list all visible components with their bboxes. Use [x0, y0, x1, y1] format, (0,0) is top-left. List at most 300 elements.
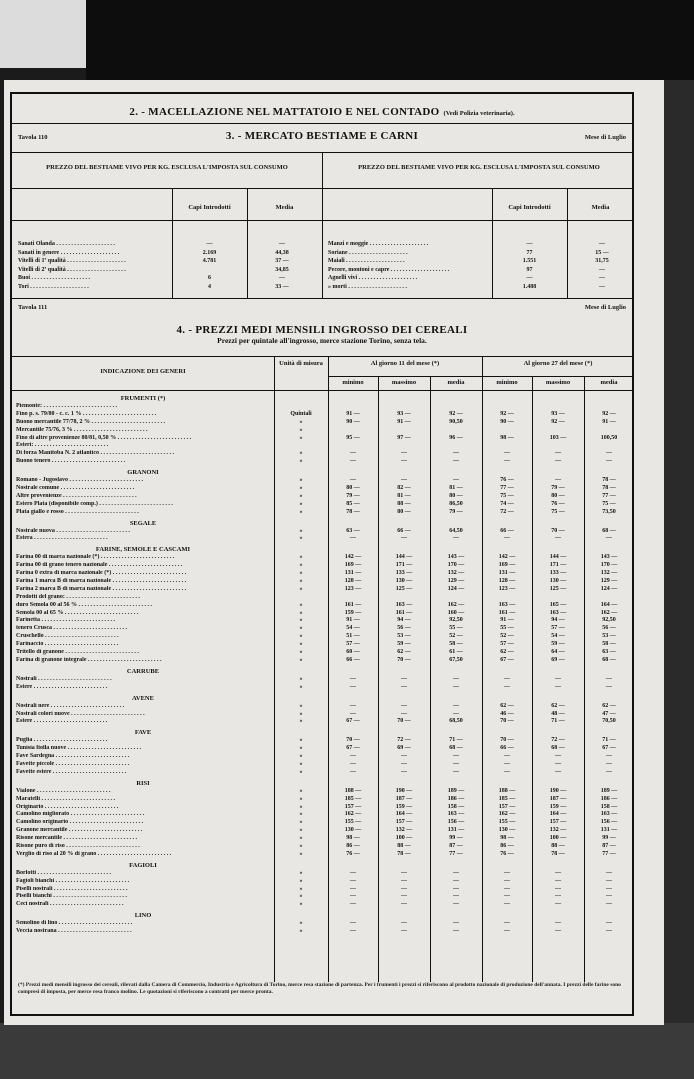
row-value: 68 —	[602, 527, 616, 534]
row-label: Fave Sardegna . . . . . . . . . . . . . . . . . . . . . . . . .	[16, 753, 130, 760]
row-value: —	[504, 753, 510, 760]
row-unit: »	[299, 485, 303, 492]
row-value: 54 —	[551, 633, 565, 640]
table-row	[12, 827, 632, 835]
table-row	[12, 509, 632, 517]
row-value: —	[350, 901, 356, 908]
row-unit: »	[299, 928, 303, 935]
row-value: —	[606, 683, 612, 690]
t110-row-capi: 4.781	[202, 258, 217, 265]
row-value: —	[606, 675, 612, 682]
row-unit: »	[299, 508, 303, 515]
row-value: —	[504, 458, 510, 465]
row-label: Farinaccio . . . . . . . . . . . . . . . . . . . . . . . . .	[16, 641, 119, 648]
row-value: —	[453, 535, 459, 542]
row-label: Camolino migliorato . . . . . . . . . . . . . . . . . . . . . . . . .	[16, 811, 145, 818]
row-unit: »	[299, 768, 303, 775]
row-label: Granone mercantile . . . . . . . . . . . . . . . . . . . . . . . . .	[16, 827, 143, 834]
col-minimo-1: minimo	[342, 379, 364, 386]
row-value: —	[350, 869, 356, 876]
row-value: 77 —	[602, 850, 616, 857]
row-value: 190 —	[549, 787, 567, 794]
row-value: 124 —	[600, 585, 618, 592]
row-value: —	[453, 877, 459, 884]
row-label: Originario . . . . . . . . . . . . . . . . . . . . . . . . .	[16, 803, 119, 810]
divider	[12, 298, 632, 299]
row-label: Plata giallo e rosso . . . . . . . . . . . . . . . . . . . . . . . . .	[16, 508, 139, 515]
row-value: 164 —	[549, 811, 567, 818]
row-value: 132 —	[549, 827, 567, 834]
t111-body	[12, 392, 632, 936]
row-value: 160 —	[447, 609, 465, 616]
row-unit: »	[299, 527, 303, 534]
row-value: 142 —	[344, 554, 362, 561]
row-value: —	[453, 885, 459, 892]
row-unit: »	[299, 617, 303, 624]
row-label: Mercantile 75/76, 3 % . . . . . . . . . . . . . . . . . . . . . . . . .	[16, 426, 148, 433]
row-value: 58 —	[449, 641, 463, 648]
row-value: 80 —	[551, 492, 565, 499]
row-value: 157 —	[344, 803, 362, 810]
row-value: —	[555, 760, 561, 767]
row-value: 171 —	[395, 562, 413, 569]
row-value: —	[401, 753, 407, 760]
row-value: 186 —	[447, 795, 465, 802]
row-value: 57 —	[500, 641, 514, 648]
footnote: (*) Prezzi medi mensili ingrosso dei cereali, rilevati dalla Camera di Commercio, Industria e Agricoltura di Torino, merce resa stazione di partenza. Per i frumenti i prezzi si riferiscono al prodotto nazionale di produzione dell'annata. I prezzi delle farine sono compresi di imposta, per merce resa franco molino. Le quotazioni si riferiscono a contratti per merce pronta.	[18, 982, 621, 995]
table-row	[12, 435, 632, 443]
row-value: 162 —	[498, 811, 516, 818]
row-value: —	[401, 702, 407, 709]
row-unit: »	[299, 835, 303, 842]
section4-subtitle: Prezzi per quintale all'ingrosso, merce stazione Torino, senza tela.	[217, 336, 427, 345]
row-value: 81 —	[449, 485, 463, 492]
col-unita: Unità di misura	[279, 360, 323, 367]
row-value: —	[350, 877, 356, 884]
table-row	[12, 804, 632, 812]
row-value: —	[555, 893, 561, 900]
scan-background-light	[0, 0, 86, 68]
row-value: 64 —	[551, 649, 565, 656]
table-row	[12, 843, 632, 851]
t110-row-capi: 97	[526, 266, 533, 273]
row-value: 130 —	[395, 578, 413, 585]
row-value: 61 —	[449, 649, 463, 656]
table-row	[12, 878, 632, 886]
section3-title: 3. - MERCATO BESTIAME E CARNI	[225, 130, 419, 142]
row-unit: »	[299, 500, 303, 507]
row-value: 77 —	[602, 492, 616, 499]
row-value: 57 —	[346, 641, 360, 648]
row-value: —	[504, 760, 510, 767]
table-row	[12, 684, 632, 692]
t110-left-title: PREZZO DEL BESTIAME VIVO PER KG. ESCLUSA L'IMPOSTA SUL CONSUMO	[46, 164, 288, 171]
t110-row-media: 34,85	[275, 266, 289, 273]
row-unit: »	[299, 737, 303, 744]
row-value: —	[453, 753, 459, 760]
row-value: —	[555, 535, 561, 542]
row-value: 161 —	[498, 609, 516, 616]
t110-row	[322, 240, 634, 249]
row-label: Tritello di granone . . . . . . . . . . . . . . . . . . . . . . . . .	[16, 649, 139, 656]
row-value: 67,50	[449, 656, 463, 663]
table-row	[12, 633, 632, 641]
row-value: —	[350, 535, 356, 542]
section2-title: 2. - MACELLAZIONE NEL MATTATOIO E NEL CONTADO	[129, 106, 440, 118]
row-value: 170 —	[447, 562, 465, 569]
row-value: 156 —	[600, 819, 618, 826]
t110-col-media-right: Media	[591, 204, 610, 211]
row-value: 91 —	[346, 617, 360, 624]
row-value: 157 —	[395, 819, 413, 826]
row-label: Farinetta . . . . . . . . . . . . . . . . . . . . . . . . .	[16, 617, 115, 624]
section2-heading	[12, 102, 632, 120]
row-value: —	[606, 450, 612, 457]
row-value: —	[606, 753, 612, 760]
row-value: 85 —	[346, 500, 360, 507]
row-value: —	[504, 675, 510, 682]
row-value: 131 —	[600, 827, 618, 834]
row-value: 92,50	[449, 617, 463, 624]
row-value: —	[401, 901, 407, 908]
scan-background-dark	[86, 0, 694, 80]
table-row	[12, 920, 632, 928]
row-label: Tunisia fiolla nuove . . . . . . . . . . . . . . . . . . . . . . . . .	[16, 745, 142, 752]
row-value: 56 —	[602, 625, 616, 632]
row-value: 86 —	[346, 842, 360, 849]
row-unit: »	[299, 827, 303, 834]
t110-row-capi: —	[526, 241, 533, 247]
row-value: —	[504, 869, 510, 876]
table-row	[12, 796, 632, 804]
row-value: 70 —	[551, 527, 565, 534]
row-label: Buono mercantile 77/78, 2 % . . . . . . . . . . . . . . . . . . . . . . . . .	[16, 418, 166, 425]
divider	[12, 188, 632, 189]
t110-col-capi-right: Capi Introdotti	[508, 204, 551, 211]
row-label: Favette piccole . . . . . . . . . . . . . . . . . . . . . . . . .	[16, 760, 130, 767]
t110-row	[12, 283, 322, 292]
row-value: 131 —	[447, 827, 465, 834]
row-value: 99 —	[602, 835, 616, 842]
group-title: LINO	[134, 912, 152, 920]
row-value: 143 —	[447, 554, 465, 561]
row-value: 165 —	[549, 601, 567, 608]
row-value: 58 —	[602, 641, 616, 648]
row-label: Di forza Manitoba N. 2 atlantico . . . . . . . . . . . . . . . . . . . . . . . . .	[16, 450, 174, 457]
row-value: 125 —	[549, 585, 567, 592]
table-row	[12, 788, 632, 796]
scan-edge-bottom	[0, 1023, 694, 1079]
row-label: Fagioli bianchi . . . . . . . . . . . . . . . . . . . . . . . . .	[16, 877, 130, 884]
row-value: 68 —	[449, 745, 463, 752]
row-value: —	[453, 675, 459, 682]
row-value: —	[504, 920, 510, 927]
row-value: 75 —	[500, 492, 514, 499]
row-value: 123 —	[498, 585, 516, 592]
table-row	[12, 886, 632, 894]
row-value: —	[453, 760, 459, 767]
row-value: —	[350, 458, 356, 465]
table-row	[12, 761, 632, 769]
row-value: 53 —	[602, 633, 616, 640]
row-value: 129 —	[600, 578, 618, 585]
row-label: Borlotti . . . . . . . . . . . . . . . . . . . . . . . . .	[16, 869, 111, 876]
row-value: —	[555, 683, 561, 690]
t110-row-capi: 77	[526, 249, 533, 256]
row-value: 76 —	[500, 850, 514, 857]
row-value: —	[504, 885, 510, 892]
row-value: 133 —	[395, 570, 413, 577]
row-value: 91 —	[346, 410, 360, 417]
table-row	[12, 657, 632, 665]
row-value: 46 —	[500, 710, 514, 717]
section2-note: (Vedi Polizia veterinaria).	[443, 110, 515, 117]
row-value: 128 —	[344, 578, 362, 585]
table-row	[12, 554, 632, 562]
row-value: —	[453, 477, 459, 484]
row-label: Buono tenero . . . . . . . . . . . . . . . . . . . . . . . . .	[16, 458, 126, 465]
row-label: Nostrale nuova . . . . . . . . . . . . . . . . . . . . . . . . .	[16, 527, 130, 534]
table-row	[12, 528, 632, 536]
table-row	[12, 535, 632, 543]
row-value: —	[401, 893, 407, 900]
table-row	[12, 419, 632, 427]
row-value: —	[504, 928, 510, 935]
row-value: —	[555, 869, 561, 876]
t110-row-media: —	[599, 266, 605, 273]
row-value: 98 —	[346, 835, 360, 842]
table-row	[12, 501, 632, 509]
row-value: 164 —	[600, 601, 618, 608]
row-unit: »	[299, 633, 303, 640]
col-media-2: media	[600, 379, 618, 386]
row-value: 159 —	[344, 609, 362, 616]
row-value: —	[350, 920, 356, 927]
table-row	[12, 893, 632, 901]
row-label: Camolino originario . . . . . . . . . . . . . . . . . . . . . . . . .	[16, 819, 144, 826]
row-value: 76 —	[500, 477, 514, 484]
table-row	[12, 676, 632, 684]
row-value: 68 —	[551, 745, 565, 752]
row-label: Maratelli . . . . . . . . . . . . . . . . . . . . . . . . .	[16, 795, 115, 802]
table-row	[12, 411, 632, 419]
row-value: 162 —	[600, 609, 618, 616]
t110-col-media: Media	[275, 204, 294, 211]
row-unit: »	[299, 656, 303, 663]
row-value: —	[453, 683, 459, 690]
group-title: FAVE	[134, 729, 152, 737]
row-value: 67 —	[346, 745, 360, 752]
t110-row	[322, 257, 634, 266]
row-value: 95 —	[346, 434, 360, 441]
row-value: 91 —	[500, 617, 514, 624]
row-value: 155 —	[498, 819, 516, 826]
page-frame	[10, 92, 634, 1016]
row-value: —	[606, 760, 612, 767]
row-value: 70,50	[602, 718, 616, 725]
t110-row-label: Sanati Olanda . . . . . . . . . . . . . . . . . . . .	[18, 241, 115, 247]
row-label: Estere . . . . . . . . . . . . . . . . . . . . . . . . .	[16, 683, 108, 690]
row-unit: »	[299, 795, 303, 802]
row-value: —	[350, 710, 356, 717]
table-row	[12, 870, 632, 878]
row-label: Nostrali colori nuove . . . . . . . . . . . . . . . . . . . . . . . . .	[16, 710, 145, 717]
row-value: 128 —	[498, 578, 516, 585]
row-label: Fino p. s. 79/80 - c. c. 1 % . . . . . . . . . . . . . . . . . . . . . . . . .	[16, 410, 157, 417]
row-value: 143 —	[600, 554, 618, 561]
row-value: 92 —	[449, 410, 463, 417]
row-value: 94 —	[551, 617, 565, 624]
t110-left-rows	[12, 240, 322, 292]
row-label: Romano - Jugoslavo . . . . . . . . . . . . . . . . . . . . . . . . .	[16, 477, 144, 484]
row-value: 66 —	[397, 527, 411, 534]
row-value: 100 —	[395, 835, 413, 842]
group-title: CARRUBE	[126, 667, 160, 675]
row-value: —	[555, 877, 561, 884]
row-value: —	[401, 768, 407, 775]
row-label: Risone puro di riso . . . . . . . . . . . . . . . . . . . . . . . . .	[16, 842, 140, 849]
row-value: —	[606, 928, 612, 935]
row-unit: »	[299, 570, 303, 577]
row-label: Farina 0 extra di marca nazionale (*) . . . . . . . . . . . . . . . . . . . . . . . . .	[16, 570, 187, 577]
row-value: —	[350, 928, 356, 935]
row-label: Estero Plata (disponibile comp.) . . . . . . . . . . . . . . . . . . . . . . . . .	[16, 500, 173, 507]
row-unit: »	[299, 842, 303, 849]
row-value: 88 —	[397, 842, 411, 849]
row-value: 72 —	[500, 508, 514, 515]
row-value: —	[606, 768, 612, 775]
row-value: —	[555, 753, 561, 760]
row-value: —	[401, 869, 407, 876]
row-value: 88 —	[397, 500, 411, 507]
group-title: FARINE, SEMOLE E CASCAMI	[95, 546, 191, 554]
row-value: —	[350, 702, 356, 709]
row-value: 132 —	[395, 827, 413, 834]
row-value: 189 —	[600, 787, 618, 794]
row-value: 55 —	[500, 625, 514, 632]
row-value: 90,50	[449, 418, 463, 425]
row-value: 79 —	[551, 485, 565, 492]
t110-row	[322, 266, 634, 275]
t110-row-label: Soriane . . . . . . . . . . . . . . . . . . . .	[328, 249, 408, 256]
group-title: FAGIOLI	[129, 861, 157, 869]
row-value: 53 —	[397, 633, 411, 640]
table-row	[12, 594, 632, 602]
row-value: —	[453, 901, 459, 908]
row-value: 51 —	[346, 633, 360, 640]
row-value: 68 —	[602, 656, 616, 663]
row-value: —	[401, 458, 407, 465]
row-value: 70 —	[397, 656, 411, 663]
row-label: Prodotti del grano: . . . . . . . . . . . . . . . . . . . . . . . . .	[16, 593, 140, 600]
row-unit: »	[299, 811, 303, 818]
row-unit: »	[299, 710, 303, 717]
row-label: Semola 00 al 65 % . . . . . . . . . . . . . . . . . . . . . . . . .	[16, 609, 139, 616]
row-unit: »	[299, 683, 303, 690]
row-value: 97 —	[397, 434, 411, 441]
t110-right-rows	[322, 240, 634, 292]
row-value: 48 —	[551, 710, 565, 717]
row-value: 93 —	[397, 410, 411, 417]
row-unit: »	[299, 426, 303, 433]
row-value: —	[606, 920, 612, 927]
row-label: Piemonte: . . . . . . . . . . . . . . . . . . . . . . . . .	[16, 403, 117, 409]
row-value: 155 —	[344, 819, 362, 826]
row-label: Nostrale comune . . . . . . . . . . . . . . . . . . . . . . . . .	[16, 485, 135, 492]
table-row	[12, 570, 632, 578]
t110-row-media: 15 —	[595, 249, 609, 256]
row-value: 82 —	[397, 485, 411, 492]
t110-row-label: Vitelli di 1ª qualità . . . . . . . . . . . . . . . . . . . .	[18, 258, 126, 265]
row-value: —	[401, 683, 407, 690]
row-label: Esteri: . . . . . . . . . . . . . . . . . . . . . . . . .	[16, 442, 109, 449]
row-value: 131 —	[498, 570, 516, 577]
row-value: 125 —	[395, 585, 413, 592]
row-value: —	[350, 753, 356, 760]
row-unit: »	[299, 562, 303, 569]
row-value: 71 —	[602, 737, 616, 744]
row-value: 52 —	[500, 633, 514, 640]
row-value: 188 —	[498, 787, 516, 794]
t110-row	[12, 257, 322, 266]
row-value: —	[555, 901, 561, 908]
row-value: 70 —	[397, 718, 411, 725]
table-row	[12, 819, 632, 827]
table-row	[12, 649, 632, 657]
row-value: 78 —	[346, 508, 360, 515]
t110-row	[12, 249, 322, 258]
t110-row-label: Manzi e moggie . . . . . . . . . . . . . . . . . . . .	[328, 241, 429, 247]
row-unit: Quintali	[290, 410, 312, 417]
t110-row-media: 31,75	[595, 258, 609, 265]
row-value: 161 —	[344, 601, 362, 608]
table-row	[12, 711, 632, 719]
tavola111-month: Mese di Luglio	[584, 304, 626, 311]
row-value: 185 —	[344, 795, 362, 802]
t110-row-label: Vitelli di 2ª qualità . . . . . . . . . . . . . . . . . . . .	[18, 266, 126, 273]
table-row	[12, 450, 632, 458]
row-value: 56 —	[397, 625, 411, 632]
t110-row	[322, 283, 634, 292]
row-value: 92,50	[602, 617, 616, 624]
row-value: 76 —	[551, 500, 565, 507]
row-value: 90 —	[500, 418, 514, 425]
row-label: Farina di granone integrale . . . . . . . . . . . . . . . . . . . . . . . . .	[16, 656, 162, 663]
row-value: —	[453, 768, 459, 775]
group-title: AVENE	[132, 694, 154, 702]
t110-row	[12, 266, 322, 275]
row-value: 133 —	[549, 570, 567, 577]
row-value: 70 —	[500, 718, 514, 725]
row-unit: »	[299, 625, 303, 632]
row-label: Estera . . . . . . . . . . . . . . . . . . . . . . . . .	[16, 535, 108, 542]
row-value: 171 —	[549, 562, 567, 569]
row-value: —	[401, 535, 407, 542]
row-value: 131 —	[344, 570, 362, 577]
row-value: 92 —	[551, 418, 565, 425]
t110-row-capi: 6	[208, 275, 211, 282]
row-label: Ceci nostrali . . . . . . . . . . . . . . . . . . . . . . . . .	[16, 901, 124, 908]
row-value: 98 —	[500, 835, 514, 842]
row-label: Altre provenienze . . . . . . . . . . . . . . . . . . . . . . . . .	[16, 492, 137, 499]
row-value: 130 —	[549, 578, 567, 585]
section4-title: 4. - PREZZI MEDI MENSILI INGROSSO DEI CEREALI	[176, 324, 468, 336]
row-unit: »	[299, 609, 303, 616]
col-minimo-2: minimo	[496, 379, 518, 386]
group-title: FRUMENTI (*)	[120, 395, 166, 402]
row-value: 63 —	[346, 527, 360, 534]
row-value: —	[453, 920, 459, 927]
